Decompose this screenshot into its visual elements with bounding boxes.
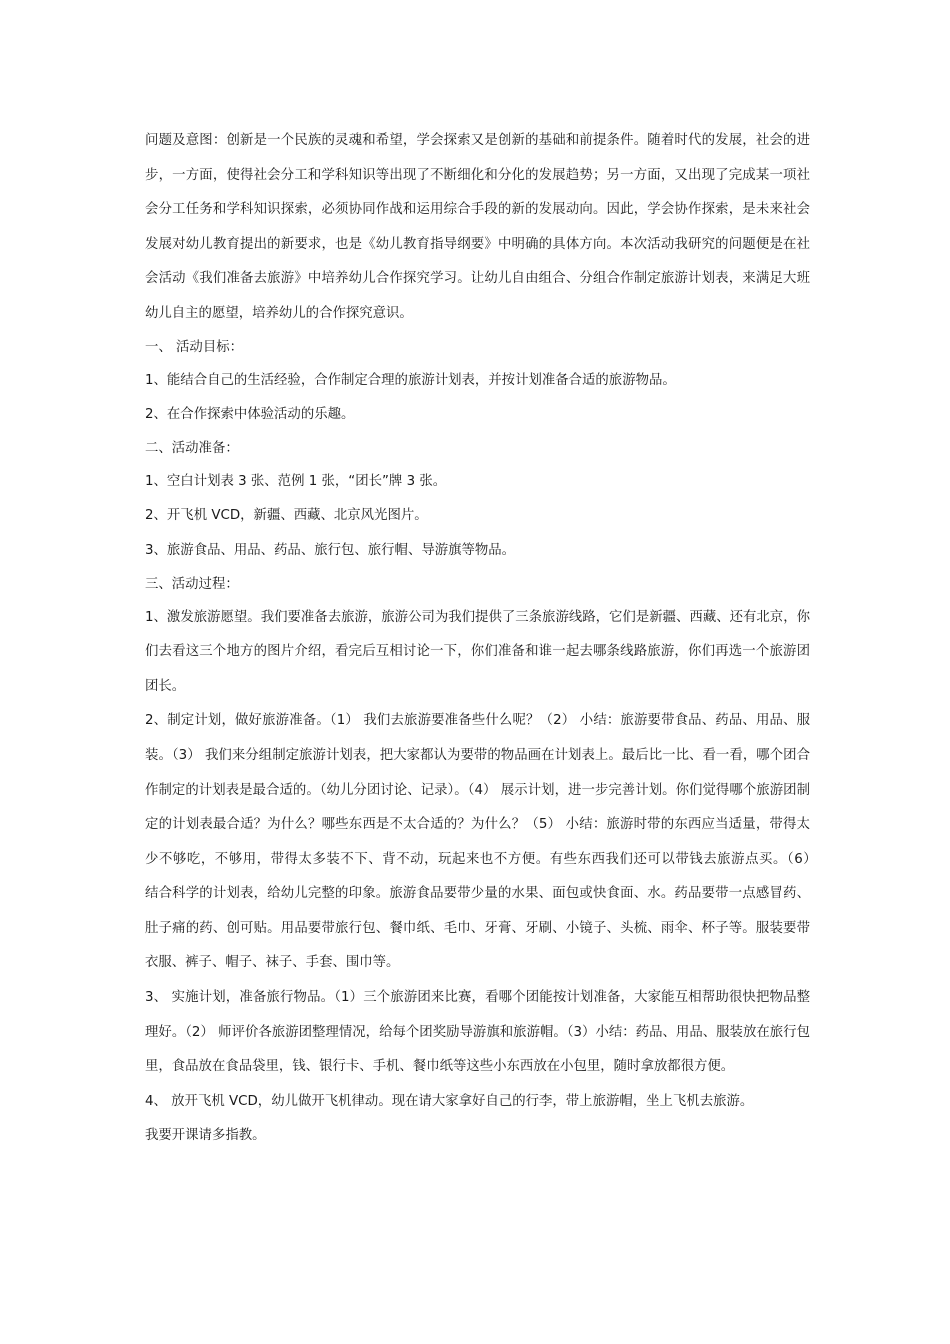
process-step-1: 1、激发旅游愿望。我们要准备去旅游，旅游公司为我们提供了三条旅游线路，它们是新疆、西藏、还有北京，你们去看这三个地方的图片介绍，看完后互相讨论一下，你们准备和谁一起去哪条线路旅游，你们再选一个旅游团团长。 (145, 609, 810, 694)
preparation-item-3: 3、旅游食品、用品、药品、旅行包、旅行帽、导游旗等物品。 (145, 542, 516, 558)
goal-item-1: 1、能结合自己的生活经验，合作制定合理的旅游计划表，并按计划准备合适的旅游物品。 (145, 372, 676, 388)
section-heading-goals: 一、 活动目标： (145, 339, 243, 355)
section-heading-preparation: 二、活动准备： (145, 440, 239, 456)
process-step-2: 2、制定计划，做好旅游准备。（1） 我们去旅游要准备些什么呢？（2） 小结：旅游要带食品、药品、用品、服装。（3） 我们来分组制定旅游计划表，把大家都认为要带的物品画在计划表上。最后比一比、看一看，哪个团合作制定的计划表是最合适的。（幼儿分团讨论、记录）。（4） 展示计划，进一步完善计划。你们觉得哪个旅游团制定的计划表最合适？为什么？哪些东西是不太合适的？为什么？（5） 小结：旅游时带的东西应当适量，带得太少不够吃，不够用，带得太多装不下、背不动，玩起来也不方便。有些东西我们还可以带钱去旅游点买。（6） 结合科学的计划表，给幼儿完整的印象。旅游食品要带少量的水果、面包或快食面、水。药品要带一点感冒药、肚子痛的药、创可贴。用品要带旅行包、餐巾纸、毛巾、牙膏、牙刷、小镜子、头梳、雨伞、杯子等。服装要带衣服、裤子、帽子、袜子、手套、围巾等。 (145, 713, 837, 971)
intro-paragraph: 问题及意图：创新是一个民族的灵魂和希望，学会探索又是创新的基础和前提条件。随着时代的发展，社会的进步，一方面，使得社会分工和学科知识等出现了不断细化和分化的发展趋势；另一方面，又出现了完成某一项社会分工任务和学科知识探索，必须协同作战和运用综合手段的新的发展动向。因此，学会协作探索，是未来社会发展对幼儿教育提出的新要求，也是《幼儿教育指导纲要》中明确的具体方向。本次活动我研究的问题便是在社会活动《我们准备去旅游》中培养幼儿合作探究学习。让幼儿自由组合、分组合作制定旅游计划表，来满足大班幼儿自主的愿望，培养幼儿的合作探究意识。 (145, 133, 810, 321)
process-step-4: 4、 放开飞机 VCD，幼儿做开飞机律动。现在请大家拿好自己的行李，带上旅游帽，坐上飞机去旅游。 (145, 1093, 754, 1109)
section-heading-process: 三、活动过程： (145, 576, 239, 592)
preparation-item-2: 2、开飞机 VCD，新疆、西藏、北京风光图片。 (145, 508, 428, 524)
document-page (145, 124, 837, 1154)
preparation-item-1: 1、空白计划表 3 张、范例 1 张，“团长”牌 3 张。 (145, 473, 447, 489)
goal-item-2: 2、在合作探索中体验活动的乐趣。 (145, 407, 355, 423)
process-step-3: 3、 实施计划，准备旅行物品。（1）三个旅游团来比赛，看哪个团能按计划准备，大家能互相帮助很快把物品整理好。（2） 师评价各旅游团整理情况，给每个团奖励导游旗和旅游帽。（3）小结：药品、用品、服装放在旅行包里，食品放在食品袋里，钱、银行卡、手机、餐巾纸等这些小东西放在小包里，随时拿放都很方便。 (145, 990, 810, 1075)
closing-line: 我要开课请多指教。 (145, 1128, 266, 1144)
